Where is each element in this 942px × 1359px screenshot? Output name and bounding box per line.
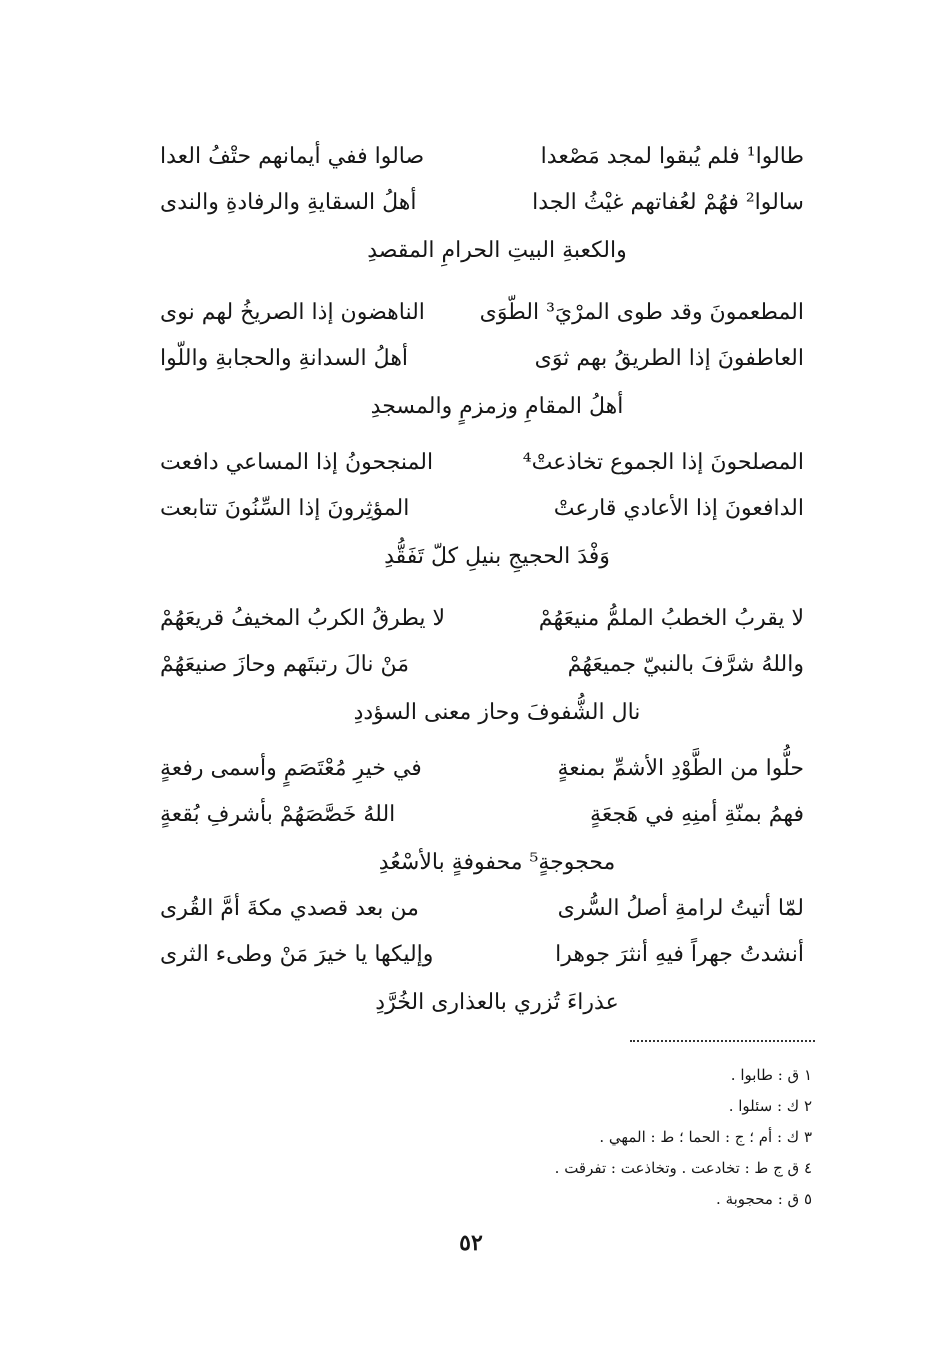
hemistich-left: لا يطرقُ الكربُ المخيفُ قريعَهُمْ — [160, 606, 446, 631]
verse-line — [160, 792, 804, 838]
hemistich-right: المطعمونَ وقد طوى المرْيَ³ الطّوَى — [479, 300, 804, 325]
hemistich-left: الناهضون إذا الصريخُ لهم نوى — [160, 300, 425, 325]
footnote: ٣ ك : أم ؛ ج : الحما ؛ ط : المهي . — [599, 1128, 812, 1146]
hemistich-right: المصلحونَ إذا الجموع تخاذعتْ⁴ — [522, 450, 804, 475]
hemistich-right: فهمُ بمنّةِ أمنِهِ في هَجعَةٍ — [590, 802, 804, 827]
hemistich-right: سالوا² فهُمْ لعُفاتهم غيْثُ الجدا — [532, 190, 804, 215]
hemistich-left: أهلُ السدانةِ والحجابةِ واللّوا — [160, 346, 409, 371]
hemistich-right: واللهُ شرَّفَ بالنبيّ جميعَهُمْ — [567, 652, 804, 677]
hemistich-left: المنجحونُ إذا المساعي دافعت — [160, 450, 434, 475]
verse-line — [160, 596, 804, 642]
stanza-refrain: نال الشُّفوفَ وحاز معنى السؤددِ — [353, 700, 641, 725]
hemistich-right: طالوا¹ فلم يُبقوا لمجد مَصْعدا — [540, 144, 804, 169]
page-number: ٥٢ — [459, 1230, 483, 1256]
stanza-refrain: والكعبةِ البيتِ الحرامِ المقصدِ — [367, 238, 627, 263]
verse-line — [160, 932, 804, 978]
hemistich-right: لمّا أتيتُ لرامةِ أصلُ السُّرى — [557, 896, 804, 921]
hemistich-right: العاطفونَ إذا الطريقُ بهم ثوَى — [534, 346, 804, 371]
hemistich-left: صالوا ففي أيمانهم حتْفُ العدا — [160, 144, 425, 169]
hemistich-right: الدافعونَ إذا الأعادي قارعتْ — [553, 496, 804, 521]
stanza-5 — [160, 746, 804, 888]
stanza-4 — [160, 596, 804, 738]
verse-line — [160, 486, 804, 532]
stanza-refrain: وَفْدَ الحجيجِ بنيلِ كلّ تَفَقُّدِ — [384, 544, 610, 569]
hemistich-left: أهلُ السقايةِ والرفادةِ والندى — [160, 190, 417, 215]
footnote: ٤ ق ج ط : تخادعت . وتخاذعت : تفرقت . — [554, 1159, 812, 1177]
hemistich-right: لا يقربُ الخطبُ الملمُّ منيعَهُمْ — [538, 606, 804, 631]
verse-line — [160, 180, 804, 226]
hemistich-left: مَنْ نالَ رتبتَهم وحازَ صنيعَهُمْ — [160, 652, 410, 677]
stanza-3 — [160, 440, 804, 582]
hemistich-right: حلُّوا من الطَّوْدِ الأشمِّ بمنعةٍ — [557, 756, 804, 781]
stanza-1 — [160, 134, 804, 276]
stanza-refrain: محجوجةٍ⁵ محفوفةٍ بالأسْعُدِ — [378, 850, 616, 875]
verse-line — [160, 886, 804, 932]
footnote: ١ ق : طابوا . — [730, 1066, 812, 1084]
stanza-refrain: أهلُ المقامِ وزمزمٍ والمسجدِ — [370, 394, 624, 419]
footnotes — [312, 1060, 812, 1215]
stanza-refrain: عذراءَ تُزري بالعذارى الخُرَّدِ — [375, 990, 619, 1015]
footnote: ٢ ك : سئلوا . — [728, 1097, 812, 1115]
hemistich-left: المؤثِرونَ إذا السِّنُونَ تتابعت — [160, 496, 410, 521]
verse-line — [160, 746, 804, 792]
stanza-2 — [160, 290, 804, 432]
verse-line — [160, 134, 804, 180]
hemistich-left: في خيرِ مُعْتَصَمٍ وأسمى رفعةٍ — [160, 756, 422, 781]
verse-line — [160, 642, 804, 688]
hemistich-left: اللهُ خَصَّصَهُمْ بأشرفِ بُقعةٍ — [160, 802, 396, 827]
hemistich-right: أنشدتُ جهراً فيهِ أنثرَ جوهرا — [555, 942, 804, 967]
footnote: ٥ ق : محجوبة . — [716, 1190, 812, 1208]
hemistich-left: من بعد قصدي مكةَ أمَّ القُرى — [160, 896, 419, 921]
verse-line — [160, 336, 804, 382]
verse-line — [160, 440, 804, 486]
hemistich-left: وإليكها يا خيرَ مَنْ وطىء الثرى — [160, 942, 434, 967]
stanza-6 — [160, 886, 804, 1028]
footnote-separator — [630, 1040, 815, 1042]
verse-line — [160, 290, 804, 336]
